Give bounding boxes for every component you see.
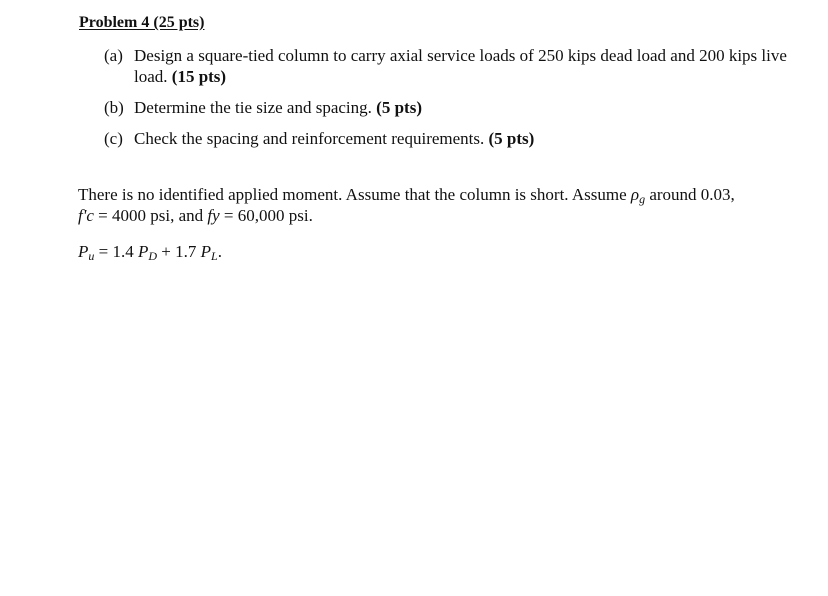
part-b-text: Determine the tie size and spacing. — [134, 98, 372, 117]
fc-value: = 4000 psi, and — [98, 206, 204, 225]
part-c-text: Check the spacing and reinforcement requirements. — [134, 129, 485, 148]
problem-parts-list — [104, 45, 794, 159]
fy-value: = 60,000 psi. — [223, 206, 313, 225]
rho-value-text: around 0.03, — [649, 185, 735, 204]
pd-subscript: D — [148, 249, 158, 263]
part-a-text: Design a square-tied column to carry axial service loads of 250 kips dead load and 200 kips live load. — [134, 46, 787, 86]
pl-subscript: L — [211, 249, 218, 263]
pu-subscript: u — [88, 249, 95, 263]
problem-title: Problem 4 (25 pts) — [79, 14, 205, 31]
part-b — [104, 97, 794, 118]
formula-term-2: + 1.7 — [161, 242, 197, 261]
part-a-body — [134, 45, 794, 87]
formula-term-1: = 1.4 — [98, 242, 134, 261]
load-combination-formula — [78, 241, 222, 262]
assumptions-paragraph — [78, 184, 803, 226]
assumptions-sentence: There is no identified applied moment. Assume that the column is short. Assume — [78, 185, 627, 204]
pl-symbol: P — [200, 242, 212, 261]
part-b-label: (b) — [104, 98, 124, 117]
fy-symbol: fy — [207, 206, 220, 225]
formula-period: . — [217, 242, 222, 261]
part-a — [104, 45, 794, 87]
part-b-points: (5 pts) — [376, 98, 422, 117]
part-c-points: (5 pts) — [488, 129, 535, 148]
part-c-label: (c) — [104, 129, 123, 148]
pd-symbol: P — [137, 242, 149, 261]
part-b-body — [134, 97, 794, 118]
part-a-points: (15 pts) — [171, 67, 227, 86]
rho-subscript: g — [639, 192, 646, 206]
rho-symbol: ρ — [630, 185, 640, 204]
pu-symbol: P — [78, 242, 89, 261]
part-c-body — [134, 128, 794, 149]
part-a-label: (a) — [104, 46, 123, 65]
fc-symbol: f'c — [78, 206, 94, 225]
part-c — [104, 128, 794, 149]
